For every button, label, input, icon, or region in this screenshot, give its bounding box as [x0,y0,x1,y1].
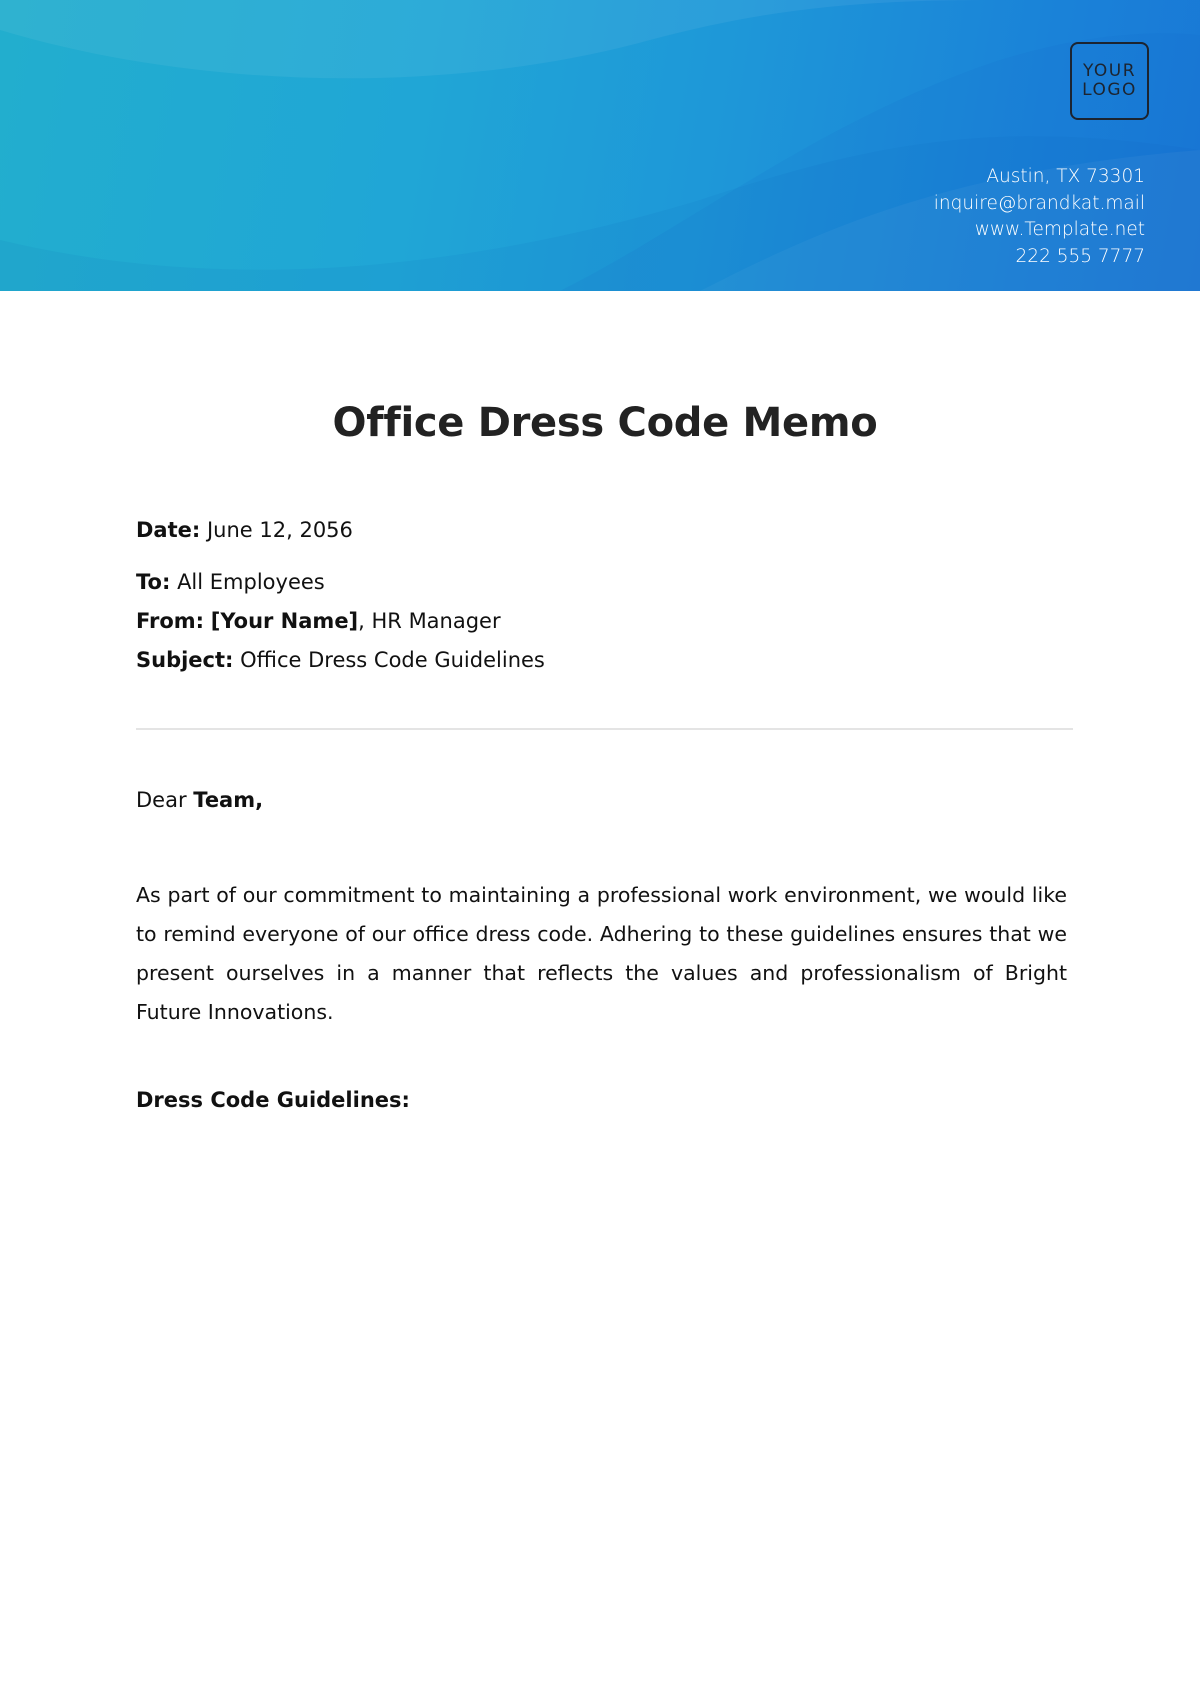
from-role: , HR Manager [358,609,501,633]
logo [1070,42,1149,120]
contact-address: Austin, TX 73301 [986,166,1145,187]
salutation-name: Team, [193,788,264,812]
section-heading: Dress Code Guidelines: [136,1088,410,1112]
date-label: Date: [136,518,201,542]
contact-block [934,164,1145,270]
memo-paragraph: As part of our commitment to maintaining a professional work environment, we would like to remind everyone of our office dress code. Adhering to these guidelines ensures that we present ourselves in a manner that reflects the values and professionalism of Bright Future Innovations. [136,883,1067,1024]
salutation-prefix: Dear [136,788,187,812]
contact-phone: 222 555 7777 [1015,245,1145,267]
to-value: All Employees [177,570,325,594]
header-banner [0,0,1200,291]
to-label: To: [136,570,171,594]
memo-date [136,518,353,542]
logo-text-line1: YOUR [1082,61,1137,81]
logo-text-line2: LOGO [1082,80,1137,100]
subject-value: Office Dress Code Guidelines [240,648,545,672]
date-value: June 12, 2056 [206,518,353,542]
memo-to [136,570,325,594]
memo-from [136,609,501,633]
from-label: From: [136,609,205,633]
page-title: Office Dress Code Memo [332,400,878,446]
divider [136,728,1073,730]
from-name: [Your Name] [210,609,359,633]
contact-email: inquire@brandkat.mail [933,192,1145,214]
salutation [136,788,263,812]
subject-label: Subject: [136,648,234,672]
memo-subject [136,648,545,672]
contact-website: www.Template.net [974,219,1145,240]
